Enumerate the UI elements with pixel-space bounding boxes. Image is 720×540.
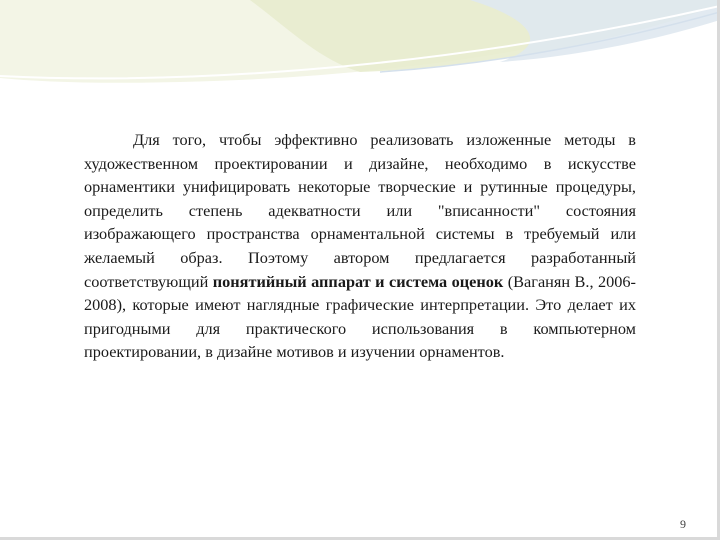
paragraph-text-end: (Ваганян В., 2006-2008), которые имеют наглядные графические интерпретации. Это делает их пригодными для практического использования в компьютерном проектировании, в дизайне мотивов и изучении орнаментов.	[84, 271, 636, 362]
body-paragraph	[84, 128, 636, 364]
paragraph-bold-term: понятийный аппарат и система оценок	[212, 271, 504, 291]
page-number: 9	[680, 517, 686, 531]
paragraph-text-start: Для того, чтобы эффективно реализовать изложенные методы в художественном проектировании и дизайне, необходимо в искусстве орнаментики унифицировать некоторые творческие и рутинные процедуры, определить степень адекватности или "вписанности" состояния изображающего пространства орнаментальной системы в требуемый или желаемый образ. Поэтому автором предлагается разработанный соответствующий	[84, 130, 636, 291]
